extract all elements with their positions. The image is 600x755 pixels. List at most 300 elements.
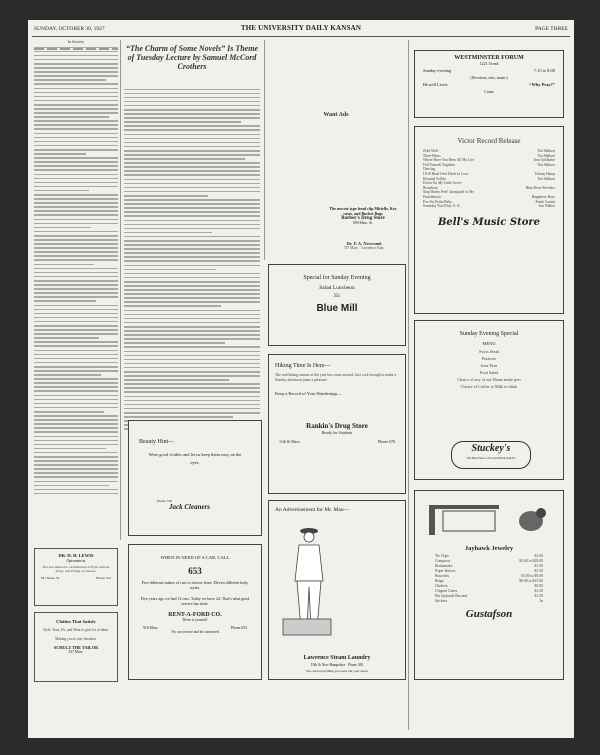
text-line (34, 227, 91, 229)
record-artist: Nat Shilkret (537, 153, 555, 158)
text-line (34, 345, 118, 347)
text-line (34, 444, 118, 446)
text-line (124, 191, 260, 193)
text-line (34, 149, 118, 151)
gustafson-logo: Gustafson (465, 608, 513, 620)
text-line (34, 350, 118, 352)
record-row (423, 204, 555, 209)
schulz-title: Clothes That Satisfy (56, 619, 96, 624)
menu-item: Choice of any of our Home made pies (457, 377, 521, 382)
jayhawk-jewelry-ad (414, 490, 564, 680)
laundry-store: Lawrence Steam Laundry (303, 655, 371, 661)
forum-topic: “Why Pray?” (529, 82, 555, 87)
text-line (124, 375, 260, 377)
jewelry-title: Jayhawk Jewelry (464, 545, 514, 552)
text-line (124, 125, 260, 127)
text-line (124, 158, 245, 160)
lewis-title: Optometrist (66, 558, 86, 563)
beauty-text: Wear good clothes and let us keep them easy on the eyes. (148, 452, 242, 465)
text-line (34, 198, 118, 200)
victor-title: Victor Record Release (457, 137, 521, 145)
text-line (34, 247, 118, 249)
text-line (124, 281, 260, 283)
forum-line2: (Devotion, eats, music) (470, 75, 508, 80)
victor-record-ad (414, 126, 564, 314)
text-line (124, 195, 208, 197)
text-line (124, 391, 260, 393)
rentaford-tag: Try our service and be convinced (171, 630, 219, 634)
text-line (124, 318, 260, 320)
record-title: Dancing (423, 167, 436, 172)
text-line (124, 150, 260, 152)
text-line (124, 293, 260, 295)
record-title: Three Blues (423, 153, 441, 158)
text-line (124, 404, 260, 406)
text-line (124, 109, 260, 111)
schulz-text: Style, Tone, Fit, and Wear to give lot of them. (43, 628, 109, 632)
rentaford-line2: Five different makes of cars to choose from. Eleven different body styles. (141, 580, 249, 590)
special-title: Sunday Evening Special (459, 331, 519, 337)
record-artist: Nat Shilkret (537, 176, 555, 181)
text-line (124, 305, 221, 307)
text-line (34, 485, 109, 487)
text-line (34, 460, 118, 462)
text-line (124, 93, 260, 95)
jewelry-item-price: In (539, 599, 543, 603)
rankin-addr: 11th & Mass. (279, 439, 301, 444)
text-line (34, 362, 118, 364)
jewelry-list (415, 552, 563, 606)
text-line (34, 321, 118, 323)
text-line (34, 145, 118, 147)
jack-cleaners-logo: Jack Cleaners (169, 503, 211, 511)
text-line (34, 194, 118, 196)
text-line (124, 269, 216, 271)
text-line (34, 79, 106, 81)
text-line (34, 206, 118, 208)
jewelry-item-name: Bookmarks (435, 564, 453, 568)
rentaford-phone2: Phone 653 (230, 626, 247, 630)
text-line (34, 431, 118, 433)
special-menu (415, 348, 563, 390)
text-line (124, 396, 260, 398)
record-artist: Happiness Boys (531, 194, 555, 199)
blue-mill-ad (268, 264, 406, 346)
text-line (34, 411, 104, 413)
lewis-name: DR. H. H. LEWIS (58, 553, 94, 558)
text-line (124, 351, 260, 353)
lewis-phone: Phone 312 (96, 575, 111, 580)
text-line (34, 251, 118, 253)
text-line (34, 305, 118, 307)
text-line (34, 186, 118, 188)
blue-mill-line2: Salad Luncheon (319, 285, 355, 291)
text-line (34, 153, 86, 155)
text-line (34, 481, 118, 483)
record-artist: Jim Walker (538, 204, 555, 209)
text-line (34, 243, 118, 245)
text-line (124, 342, 225, 344)
beauty-hint-ad (128, 420, 262, 536)
text-line (124, 260, 260, 262)
text-line (34, 276, 118, 278)
text-line (34, 423, 118, 425)
text-line (124, 322, 260, 324)
rentaford-line1: WHEN IN NEED OF A CAR, CALL (160, 555, 230, 560)
text-line (124, 244, 260, 246)
forum-line1: Sunday evening (423, 68, 452, 73)
text-line (124, 121, 241, 123)
record-title: Zeke Wolf (423, 149, 439, 153)
jewelry-item-price: $9.00 to $15.00 (519, 579, 543, 583)
blue-mill-line1: Special for Sunday Evening (303, 275, 371, 281)
record-artist: Jean Goldkette (533, 158, 555, 163)
text-line (124, 355, 260, 357)
text-line (124, 215, 260, 217)
record-title: Pastafabiola (423, 194, 441, 199)
text-line (124, 334, 260, 336)
text-line (34, 235, 118, 237)
feature-column (124, 86, 260, 432)
text-line (34, 71, 118, 73)
text-line (34, 190, 89, 192)
text-line (34, 141, 118, 143)
text-line (34, 382, 118, 384)
text-line (34, 124, 118, 126)
text-line (124, 232, 212, 234)
text-line (34, 452, 118, 454)
schulz-addr: 917 Mass. (68, 650, 84, 654)
newcomb-city: Lawrence, Kan. (361, 246, 385, 250)
text-line (124, 371, 260, 373)
column-divider (264, 40, 265, 260)
column-divider (120, 40, 121, 540)
text-line (124, 265, 260, 267)
text-line (34, 88, 118, 90)
text-line (124, 166, 260, 168)
special-menu-label: MENU (482, 341, 496, 346)
record-title: Fox Six Petite Baby (423, 199, 452, 204)
text-line (124, 170, 260, 172)
record-title: Broadway (423, 185, 438, 190)
record-artist: Johnny Hamp (534, 171, 555, 176)
text-line (34, 96, 118, 98)
text-line (34, 407, 118, 409)
text-line (34, 161, 118, 163)
text-line (34, 219, 118, 221)
text-line (34, 104, 118, 106)
text-line (124, 330, 260, 332)
text-line (124, 179, 260, 181)
header-rule (32, 36, 570, 37)
jewelry-item-name: Bracelets (435, 574, 450, 578)
rankin-sub: Ready for Students (321, 430, 353, 435)
text-line (124, 224, 260, 226)
page-header (34, 24, 568, 36)
text-line (124, 207, 260, 209)
text-line (34, 476, 118, 478)
text-line (34, 51, 118, 53)
schulz-tailor-ad (34, 612, 118, 682)
text-line (124, 174, 260, 176)
jewelry-item-name: Paper Knives (435, 569, 456, 573)
text-line (34, 313, 118, 315)
jayhawk-sign-illustration (421, 499, 557, 539)
text-line (124, 105, 260, 107)
text-line (124, 134, 260, 136)
record-list (415, 145, 563, 213)
menu-item: June Peas (480, 363, 498, 368)
want-ads (268, 42, 404, 118)
text-line (34, 419, 118, 421)
text-line (124, 146, 260, 148)
text-line (124, 383, 260, 385)
text-line (124, 277, 260, 279)
rankin-drug-store-ad (268, 354, 406, 494)
newcomb-addr: 737 Mass. (343, 246, 359, 250)
text-line (34, 390, 118, 392)
jewelry-item-price: $1.00 (534, 554, 543, 558)
laundry-phone: Phone 383 (347, 663, 364, 667)
text-line (34, 395, 118, 397)
jewelry-item-price: $1.50 (534, 589, 543, 593)
text-line (124, 297, 260, 299)
barber-ad (328, 206, 398, 225)
text-line (124, 154, 260, 156)
text-line (34, 317, 118, 319)
text-line (34, 337, 99, 339)
text-line (34, 214, 118, 216)
text-line (34, 210, 118, 212)
text-line (34, 182, 118, 184)
text-line (34, 378, 118, 380)
text-line (124, 314, 260, 316)
text-line (34, 116, 109, 118)
text-line (124, 412, 260, 414)
text-line (34, 264, 94, 266)
rentaford-addr: 916 Mass. (143, 626, 159, 630)
society-label: In Society (67, 40, 85, 44)
text-line (34, 472, 118, 474)
rent-a-ford-ad (128, 544, 262, 680)
text-line (34, 112, 118, 114)
text-line (34, 292, 118, 294)
text-line (34, 468, 118, 470)
forum-speaker: Howell Lewis (423, 82, 448, 87)
text-line (34, 239, 118, 241)
header-title: THE UNIVERSITY DAILY KANSAN (240, 24, 362, 32)
newcomb-name: Dr. F. A. Newcomb (346, 241, 382, 246)
text-line (34, 133, 118, 135)
text-line (34, 202, 118, 204)
text-line (124, 273, 260, 275)
text-line (124, 359, 260, 361)
stuckeys-tagline: The Best Place to Eat and Drink with Us (466, 456, 516, 460)
forum-come: Come (484, 89, 494, 94)
text-line (34, 288, 118, 290)
jewelry-item-name: Pin Jayhawk Bar and (435, 594, 468, 598)
text-line (34, 374, 101, 376)
text-line (34, 366, 118, 368)
newspaper-page (28, 20, 574, 738)
text-line (34, 309, 118, 311)
record-artist: Blue River Revelers (525, 185, 555, 190)
text-line (124, 101, 260, 103)
newcomb-ad (324, 241, 404, 250)
text-line (34, 493, 118, 495)
text-line (124, 301, 260, 303)
text-line (124, 142, 260, 144)
jewelry-item-price: $1.50 (534, 569, 543, 573)
blue-mill-name: Blue Mill (316, 303, 358, 314)
text-line (34, 92, 118, 94)
text-line (34, 403, 118, 405)
jewelry-item-price: $3.00 to $20.00 (519, 559, 543, 563)
text-line (34, 440, 118, 442)
text-line (124, 211, 260, 213)
text-line (124, 310, 260, 312)
text-line (34, 386, 118, 388)
barber-title: The newest type head clip Mittelle, Key cases, and Bucket Bags (329, 206, 397, 216)
rentaford-line3: Five years ago we had 12 cars. Today we have 24. That's what good service has done. (140, 596, 250, 606)
laundry-tag: We clean everything you wear but your shoes (306, 669, 368, 673)
text-line (124, 346, 260, 348)
jewelry-item-price: $1.50 (534, 594, 543, 598)
text-line (34, 272, 118, 274)
text-line (34, 59, 118, 61)
text-line (34, 280, 118, 282)
text-line (124, 379, 229, 381)
text-line (34, 100, 118, 102)
beauty-title: Beauty Hint— (139, 439, 175, 445)
text-line (124, 285, 260, 287)
rankin-text: The real hiking season of the year has come around. Just cool enough to make a Sunday afternoon jaunt a pleasure. (275, 373, 397, 382)
record-title: Fall Yourself Together (423, 162, 456, 167)
rentaford-name: RENT-A-FORD CO. (168, 612, 222, 618)
text-line (124, 408, 260, 410)
laundry-title: An Advertisement for Mr. Man— (275, 507, 350, 513)
text-line (124, 113, 260, 115)
record-title: Stop Honey Feet! Jazzupatol to Me (423, 190, 474, 195)
text-line (34, 415, 118, 417)
text-line (124, 248, 260, 250)
text-line (34, 75, 118, 77)
man-illustration (279, 521, 337, 643)
lewis-text: Practice limited to examination of Eyes without drugs, and Fitting of Glasses. (42, 565, 110, 574)
text-line (124, 203, 260, 205)
text-line (34, 67, 118, 69)
text-line (34, 370, 118, 372)
text-line (34, 174, 118, 176)
text-line (124, 162, 260, 164)
text-line (34, 137, 118, 139)
record-title: Down On My Little Grove (423, 181, 462, 186)
text-line (34, 354, 118, 356)
menu-item: Choice of Coffee or Milk to drink (460, 384, 518, 389)
jewelry-item-name: Clipped Canes (435, 589, 458, 593)
schulz-name: SCHULZ THE TAILOR (53, 645, 99, 650)
record-title: I Fell Head Over Heels in Love (423, 171, 469, 176)
bells-music-store-logo: Bell's Music Store (437, 216, 541, 228)
jewelry-item-name: Stickers (435, 599, 448, 603)
text-line (34, 108, 118, 110)
record-artist: Nat Shilkret (537, 162, 555, 167)
forum-address: 1221 Oread (479, 61, 499, 66)
header-date: SUNDAY, OCTOBER 30, 1927 (34, 26, 105, 32)
westminster-forum-ad (414, 50, 564, 118)
text-line (34, 329, 118, 331)
text-line (124, 97, 260, 99)
column-divider (408, 40, 409, 730)
text-line (34, 83, 118, 85)
text-line (34, 231, 118, 233)
text-line (34, 325, 118, 327)
header-page: PAGE THREE (535, 26, 568, 32)
jewelry-item-price: $1.50 (534, 564, 543, 568)
text-line (34, 284, 118, 286)
text-line (124, 367, 260, 369)
text-line (34, 128, 118, 130)
text-line (124, 387, 260, 389)
text-line (124, 183, 260, 185)
rentaford-sub: Drive it yourself (182, 618, 208, 622)
rankin-phone: Phone 678 (378, 439, 395, 444)
laundry-ad (268, 500, 406, 680)
record-artist: Nat Shilkret (537, 149, 555, 153)
text-line (34, 333, 118, 335)
record-title: Hospital Follies (423, 176, 446, 181)
text-line (34, 399, 118, 401)
jewelry-item-name: Compacts (435, 559, 451, 563)
text-line (124, 252, 260, 254)
text-line (124, 199, 260, 201)
text-line (34, 268, 118, 270)
text-line (124, 117, 260, 119)
text-line (34, 55, 118, 57)
text-line (34, 178, 118, 180)
record-artist: Frank Crumit (535, 199, 555, 204)
text-line (124, 240, 260, 242)
text-line (124, 187, 260, 189)
society-column (34, 40, 118, 540)
text-line (124, 228, 260, 230)
barber-addr: 809 Mass. St. (353, 221, 373, 225)
text-line (124, 416, 233, 418)
text-line (34, 120, 118, 122)
text-line (34, 157, 118, 159)
text-line (34, 169, 118, 171)
jewelry-item-name: Chokers (435, 584, 448, 588)
text-line (34, 456, 118, 458)
rankin-store: Rankin's Drug Store (306, 422, 368, 430)
want-ads-title: Want Ads (323, 112, 349, 118)
text-line (34, 300, 96, 302)
text-line (124, 129, 260, 131)
text-line (34, 259, 118, 261)
jewelry-item-name: Rings (435, 579, 444, 583)
text-line (124, 289, 260, 291)
text-line (34, 255, 118, 257)
text-line (34, 63, 118, 65)
text-line (34, 427, 118, 429)
jewelry-item-price: $5.00 (534, 584, 543, 588)
jewelry-item (435, 599, 543, 604)
blue-mill-price: 35c (333, 294, 341, 299)
rankin-slogan: Keep a Record of Your Wanderings— (275, 391, 342, 396)
menu-item: Potatoes (481, 356, 497, 361)
menu-item: Fruit Salad (479, 370, 499, 375)
menu-item: Swiss Steak (478, 349, 500, 354)
